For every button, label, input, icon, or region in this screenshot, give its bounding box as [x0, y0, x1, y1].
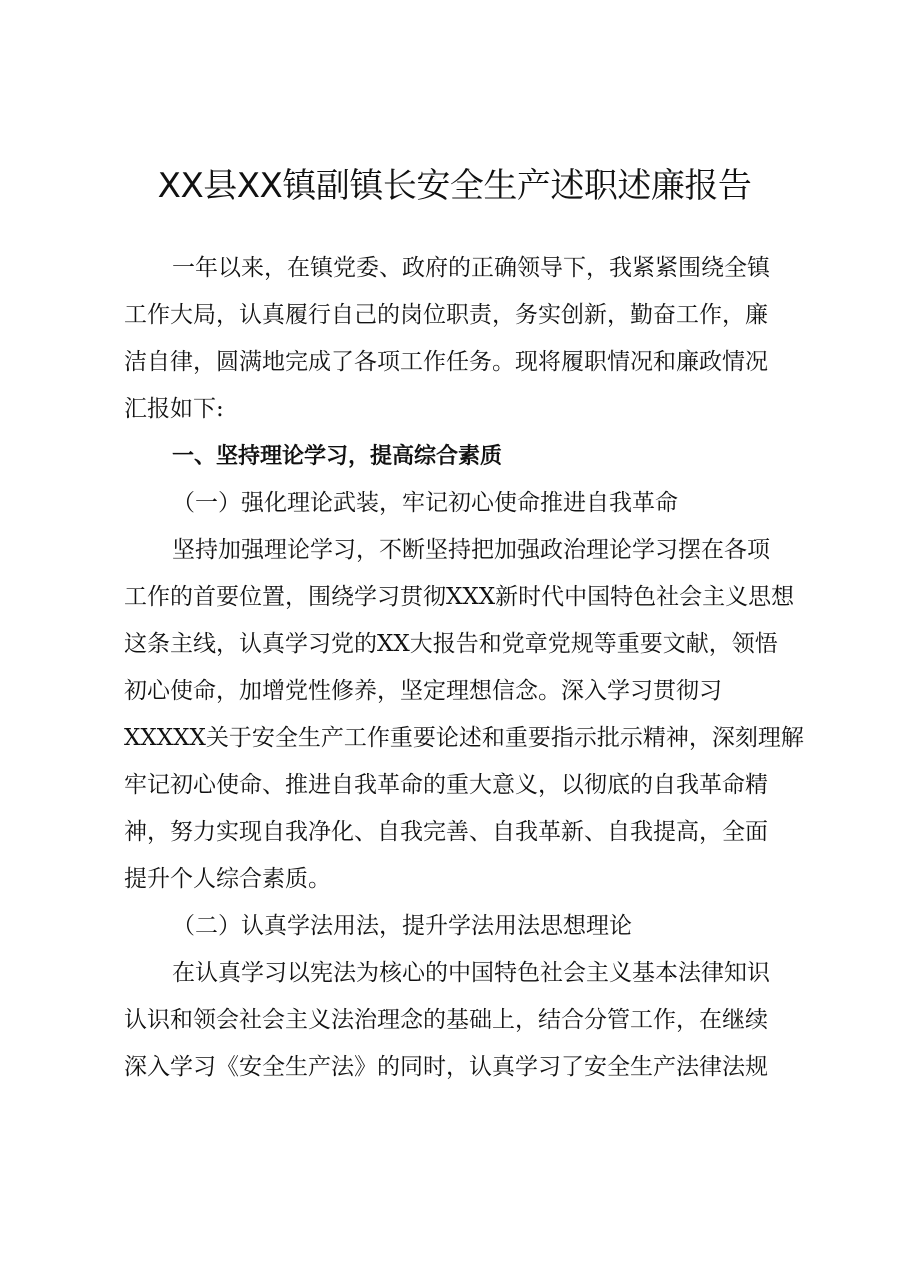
subsection-1-line: 初心使命，加增党性修养，坚定理想信念。深入学习贯彻习: [124, 678, 722, 704]
subsection-2-line: 在认真学习以宪法为核心的中国特色社会主义基本法律知识: [172, 960, 770, 986]
subsection-1-line: 这条主线，认真学习党的XX大报告和党章党规等重要文献，领悟: [124, 631, 778, 657]
subsection-1-line: XXXXX关于安全生产工作重要论述和重要指示批示精神，深刻理解: [124, 725, 804, 751]
intro-line: 汇报如下:: [124, 396, 224, 422]
section-1-heading: 一、坚持理论学习，提高综合素质: [172, 444, 503, 469]
intro-line: 一年以来，在镇党委、政府的正确领导下，我紧紧围绕全镇: [172, 255, 770, 281]
intro-line: 洁自律，圆满地完成了各项工作任务。现将履职情况和廉政情况: [124, 349, 768, 375]
subsection-1-heading: （一）强化理论武装，牢记初心使命推进自我革命: [172, 490, 678, 516]
intro-line: 工作大局，认真履行自己的岗位职责，务实创新，勤奋工作，廉: [124, 302, 768, 328]
subsection-1-line: 神，努力实现自我净化、自我完善、自我革新、自我提高，全面: [124, 819, 768, 845]
subsection-2-heading: （二）认真学法用法，提升学法用法思想理论: [172, 913, 632, 939]
subsection-1-line: 工作的首要位置，围绕学习贯彻XXX新时代中国特色社会主义思想: [124, 584, 795, 610]
subsection-1-line: 牢记初心使命、推进自我革命的重大意义，以彻底的自我革命精: [124, 772, 768, 798]
subsection-1-line: 提升个人综合素质。: [124, 866, 331, 892]
subsection-1-line: 坚持加强理论学习，不断坚持把加强政治理论学习摆在各项: [172, 537, 770, 563]
document-title: XX县XX镇副镇长安全生产述职述廉报告: [157, 166, 752, 206]
subsection-2-line: 认识和领会社会主义法治理念的基础上，结合分管工作，在继续: [124, 1007, 768, 1033]
subsection-2-line: 深入学习《安全生产法》的同时，认真学习了安全生产法律法规: [124, 1054, 768, 1080]
document-body: [124, 245, 814, 1091]
